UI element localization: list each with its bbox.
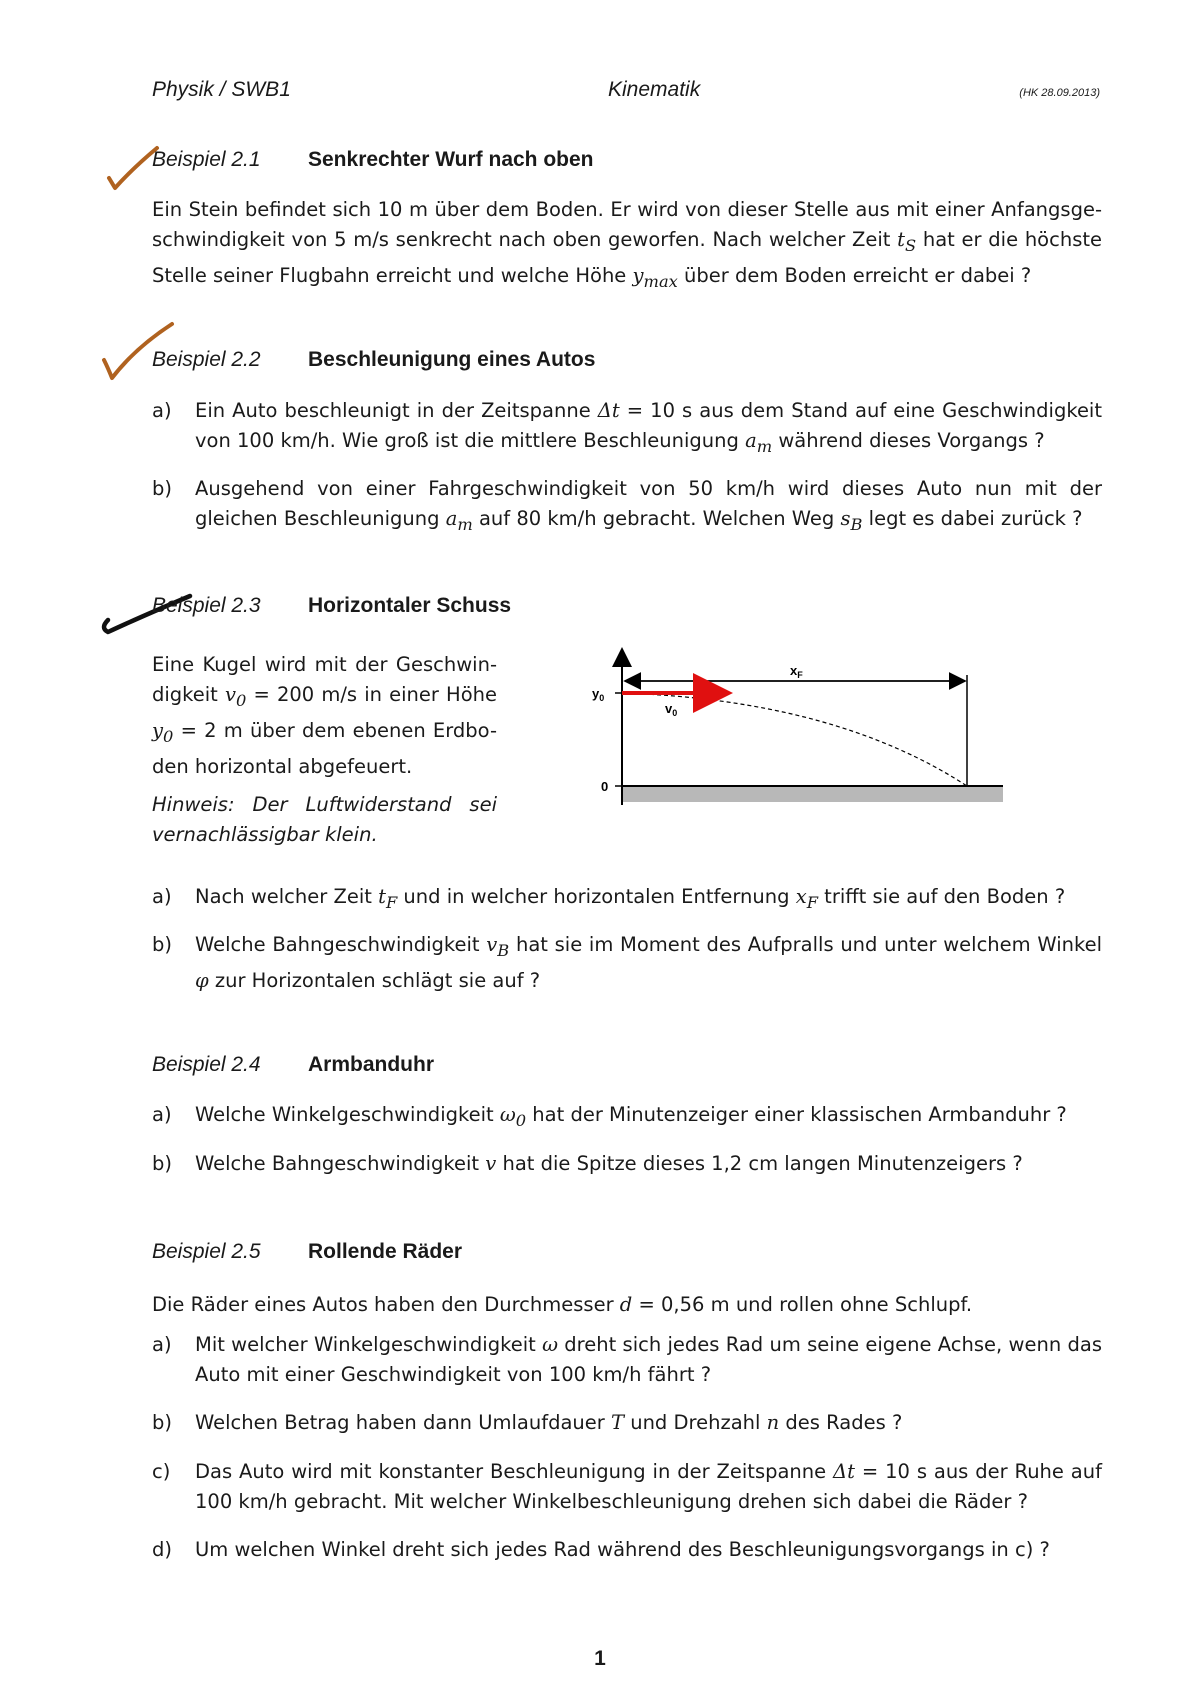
text-run: hat er die höchste Stelle seiner Flugbahn erreicht und welche Höhe — [152, 228, 1102, 287]
section-title: Beschleunigung eines Autos — [308, 348, 596, 371]
item-label: b) — [152, 933, 172, 956]
section-number: Beispiel 2.4 — [152, 1053, 261, 1076]
item-label: a) — [152, 1103, 172, 1126]
item-text: Welche Winkelgeschwindigkeit $\omega_0$ hat der Minutenzeiger einer klassischen Armbanduhr ? — [195, 1103, 1067, 1130]
item-label: a) — [152, 399, 172, 422]
header-course: Physik / SWB1 — [152, 78, 291, 101]
math-var: $y_{max}$ — [632, 263, 678, 291]
list-item — [152, 1457, 1102, 1517]
item-label: c) — [152, 1460, 171, 1483]
section-title: Horizontaler Schuss — [308, 594, 512, 617]
list-item — [152, 1149, 1102, 1179]
item-label: b) — [152, 1152, 172, 1175]
list-item — [152, 474, 1102, 540]
section-heading-2-2 — [152, 348, 595, 372]
item-text: Welchen Betrag haben dann Umlaufdauer T und Drehzahl n des Rades ? — [195, 1411, 903, 1434]
list-item — [152, 1408, 1102, 1438]
section-number: Beispiel 2.1 — [152, 148, 261, 171]
item-text: Um welchen Winkel dreht sich jedes Rad während des Beschleunigungsvorgangs in c) ? — [195, 1538, 1050, 1561]
ground — [622, 786, 1003, 802]
item-text: Welche Bahngeschwindigkeit $v_B$ hat sie im Moment des Aufpralls und unter welchem Winkel φ zur Horizontalen schlägt sie auf ? — [195, 933, 1102, 992]
section-number: Beispiel 2.3 — [152, 594, 261, 617]
horizontal-throw-diagram — [585, 645, 1045, 815]
page-number: 1 — [594, 1647, 606, 1670]
item-text: Mit welcher Winkelgeschwindigkeit ω dreht sich jedes Rad um seine eigene Achse, wenn das Auto mit einer Geschwindigkeit von 100 km/h fährt ? — [195, 1333, 1102, 1386]
item-label: b) — [152, 477, 172, 500]
section-2-1-text — [152, 195, 1102, 297]
list-item — [152, 1330, 1102, 1390]
item-label: a) — [152, 885, 172, 908]
list-item — [152, 930, 1102, 996]
section-title: Armbanduhr — [308, 1053, 434, 1076]
item-label: a) — [152, 1333, 172, 1356]
item-text: Ein Auto beschleunigt in der Zeitspanne Δt = 10 s aus dem Stand auf eine Geschwindigkeit von 100 km/h. Wie groß ist die mittlere Beschleunigung $a_m$ während dieses Vorgangs ? — [195, 399, 1102, 456]
hint-text: Hinweis: Der Luftwiderstand sei vernachlässigbar klein. — [152, 792, 497, 846]
text-run: Ein Stein befindet sich 10 m über dem Boden. Er wird von dieser Stelle aus mit einer Anfangsge-schwindigkeit von 5 m/s senkrecht nach oben geworfen. Nach welcher Zeit — [152, 198, 1102, 251]
label-v0: $v_0$ — [665, 701, 678, 718]
trajectory-curve — [622, 693, 967, 786]
section-heading-2-3 — [152, 594, 511, 618]
section-number: Beispiel 2.5 — [152, 1240, 261, 1263]
list-item — [152, 1535, 1102, 1565]
text-run: über dem Boden erreicht er dabei ? — [677, 263, 1032, 287]
item-text: Nach welcher Zeit $t_F$ und in welcher horizontalen Entfernung $x_F$ trifft sie auf den Boden ? — [195, 885, 1066, 912]
label-y0: $y_0$ — [592, 686, 605, 703]
item-text: Welche Bahngeschwindigkeit v hat die Spitze dieses 1,2 cm langen Minutenzeigers ? — [195, 1152, 1023, 1175]
page-header — [152, 78, 1100, 108]
list-item — [152, 396, 1102, 462]
section-title: Rollende Räder — [308, 1240, 463, 1263]
section-heading-2-4 — [152, 1053, 434, 1077]
section-title: Senkrechter Wurf nach oben — [308, 148, 594, 171]
list-item — [152, 882, 1102, 918]
section-number: Beispiel 2.2 — [152, 348, 261, 371]
label-xf: $x_F$ — [790, 663, 803, 680]
section-2-5-intro: Die Räder eines Autos haben den Durchmesser d = 0,56 m und rollen ohne Schlupf. — [152, 1293, 973, 1316]
header-topic: Kinematik — [608, 78, 701, 101]
header-author-date: (HK 28.09.2013) — [1019, 87, 1100, 99]
list-item — [152, 1100, 1102, 1136]
label-zero: 0 — [601, 779, 609, 794]
item-text: Ausgehend von einer Fahrgeschwindigkeit von 50 km/h wird dieses Auto nun mit der gleichen Beschleunigung $a_m$ auf 80 km/h gebracht. Welchen Weg $s_B$ legt es dabei zurück ? — [195, 477, 1102, 534]
section-heading-2-5 — [152, 1240, 462, 1264]
item-label: d) — [152, 1538, 172, 1561]
section-heading-2-1 — [152, 148, 594, 172]
math-var: $t_S$ — [897, 228, 917, 255]
section-2-3-description: Eine Kugel wird mit der Geschwin-digkeit $v_0 = 200$ m/s in einer Höhe $y_0 = 2$ m über dem ebenen Erdbo-den horizontal abgefeuert. Hinweis: Der Luftwiderstand sei vernachlässigbar klein. — [152, 650, 497, 850]
item-label: b) — [152, 1411, 172, 1434]
item-text: Das Auto wird mit konstanter Beschleunigung in der Zeitspanne Δt = 10 s aus der Ruhe auf 100 km/h gebracht. Mit welcher Winkelbeschleunigung drehen sich dabei die Räder ? — [195, 1460, 1102, 1513]
